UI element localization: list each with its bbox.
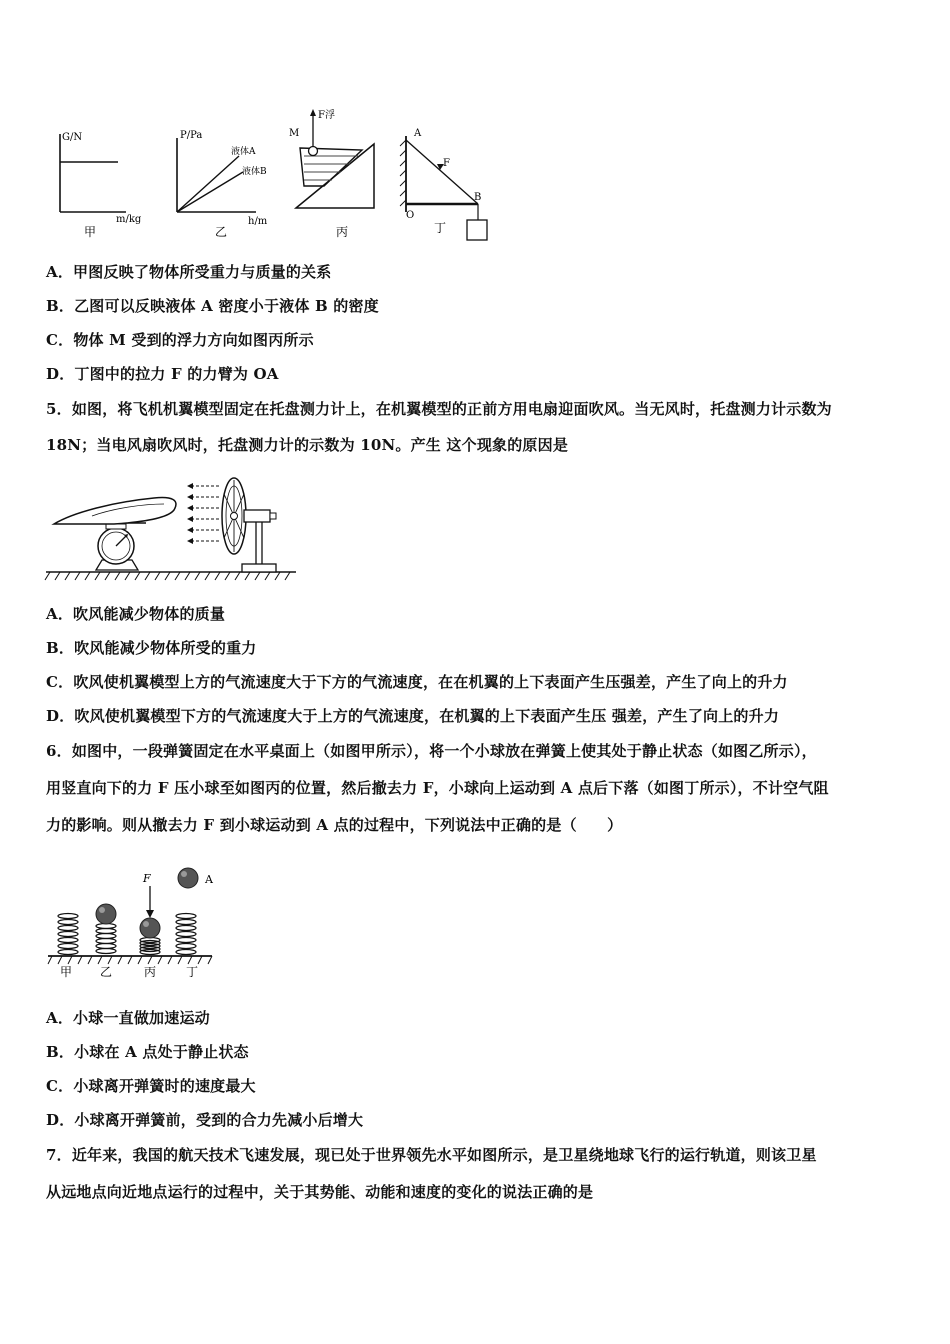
q5-option-c: C．吹风使机翼模型上方的气流速度大于下方的气流速度，在在机翼的上下表面产生压强差，产生了向上的升力 bbox=[46, 673, 788, 691]
ding-label-f: F bbox=[443, 158, 450, 169]
q6-label-ding: 丁 bbox=[186, 965, 199, 979]
jia-ylabel: G/N bbox=[62, 132, 83, 143]
q7-stem-line2: 从远地点向近地点运行的过程中，关于其势能、动能和速度的变化的说法正确的是 bbox=[46, 1183, 594, 1201]
q6-option-a: A．小球一直做加速运动 bbox=[46, 1009, 210, 1027]
q5-option-d: D．吹风使机翼模型下方的气流速度大于上方的气流速度，在机翼的上下表面产生压 强差，产生了向上的升力 bbox=[46, 707, 780, 725]
ding-caption: 丁 bbox=[434, 221, 447, 235]
yi-ylabel: P/Pa bbox=[180, 130, 203, 141]
yi-caption: 乙 bbox=[215, 225, 228, 239]
q4-option-b: B．乙图可以反映液体 A 密度小于液体 B 的密度 bbox=[46, 297, 379, 315]
q5-stem-line2: 18N；当电风扇吹风时，托盘测力计的示数为 10N。产生 这个现象的原因是 bbox=[46, 436, 569, 454]
bing-object-label: M bbox=[289, 128, 300, 139]
yi-xlabel: h/m bbox=[248, 216, 268, 227]
q6-stem-line1: 6．如图中，一段弹簧固定在水平桌面上（如图甲所示），将一个小球放在弹簧上使其处于静止状态（如图乙所示）， bbox=[46, 742, 817, 760]
yi-line-b-label: 液体B bbox=[242, 167, 267, 177]
q6-label-yi: 乙 bbox=[100, 965, 113, 979]
q5-stem-line1: 5．如图，将飞机机翼模型固定在托盘测力计上，在机翼模型的正前方用电扇迎面吹风。当无风时，托盘测力计示数为 bbox=[46, 400, 832, 418]
yi-line-a-label: 液体A bbox=[231, 147, 256, 157]
q4-option-c: C．物体 M 受到的浮力方向如图丙所示 bbox=[46, 331, 314, 349]
bing-force-label: F浮 bbox=[318, 110, 335, 121]
q4-option-a: A．甲图反映了物体所受重力与质量的关系 bbox=[46, 263, 332, 281]
q6-stem-line2: 用竖直向下的力 F 压小球至如图丙的位置，然后撤去力 F，小球向上运动到 A 点后下落（如图丁所示），不计空气阻 bbox=[46, 779, 829, 797]
q5-figure bbox=[44, 474, 300, 586]
q4-figure bbox=[46, 104, 506, 244]
q6-option-c: C．小球离开弹簧时的速度最大 bbox=[46, 1077, 256, 1095]
q6-label-bing: 丙 bbox=[144, 965, 157, 979]
ding-label-b: B bbox=[474, 192, 482, 203]
q5-option-a: A．吹风能减少物体的质量 bbox=[46, 605, 226, 623]
bing-caption: 丙 bbox=[336, 225, 349, 239]
q6-option-d: D．小球离开弹簧前，受到的合力先减小后增大 bbox=[46, 1111, 364, 1129]
ding-label-o: O bbox=[406, 210, 415, 221]
graph-jia bbox=[60, 132, 142, 239]
jia-caption: 甲 bbox=[84, 225, 97, 239]
graph-yi bbox=[177, 130, 268, 239]
q6-stem-line3: 力的影响。则从撤去力 F 到小球运动到 A 点的过程中，下列说法中正确的是（ ） bbox=[46, 816, 623, 834]
q4-option-d: D．丁图中的拉力 F 的力臂为 OA bbox=[46, 365, 279, 383]
q6-force-label: F bbox=[143, 872, 151, 885]
figure-bing bbox=[289, 108, 374, 239]
ding-label-a: A bbox=[414, 128, 422, 139]
q6-point-a-label: A bbox=[205, 873, 213, 886]
q7-stem-line1: 7．近年来，我国的航天技术飞速发展，现已处于世界领先水平如图所示，是卫星绕地球飞行的运行轨道，则该卫星 bbox=[46, 1146, 817, 1164]
q5-option-b: B．吹风能减少物体所受的重力 bbox=[46, 639, 257, 657]
jia-xlabel: m/kg bbox=[116, 214, 142, 225]
q6-label-jia: 甲 bbox=[60, 965, 73, 979]
q6-option-b: B．小球在 A 点处于静止状态 bbox=[46, 1043, 249, 1061]
q6-figure bbox=[46, 864, 222, 980]
figure-ding bbox=[400, 128, 487, 240]
